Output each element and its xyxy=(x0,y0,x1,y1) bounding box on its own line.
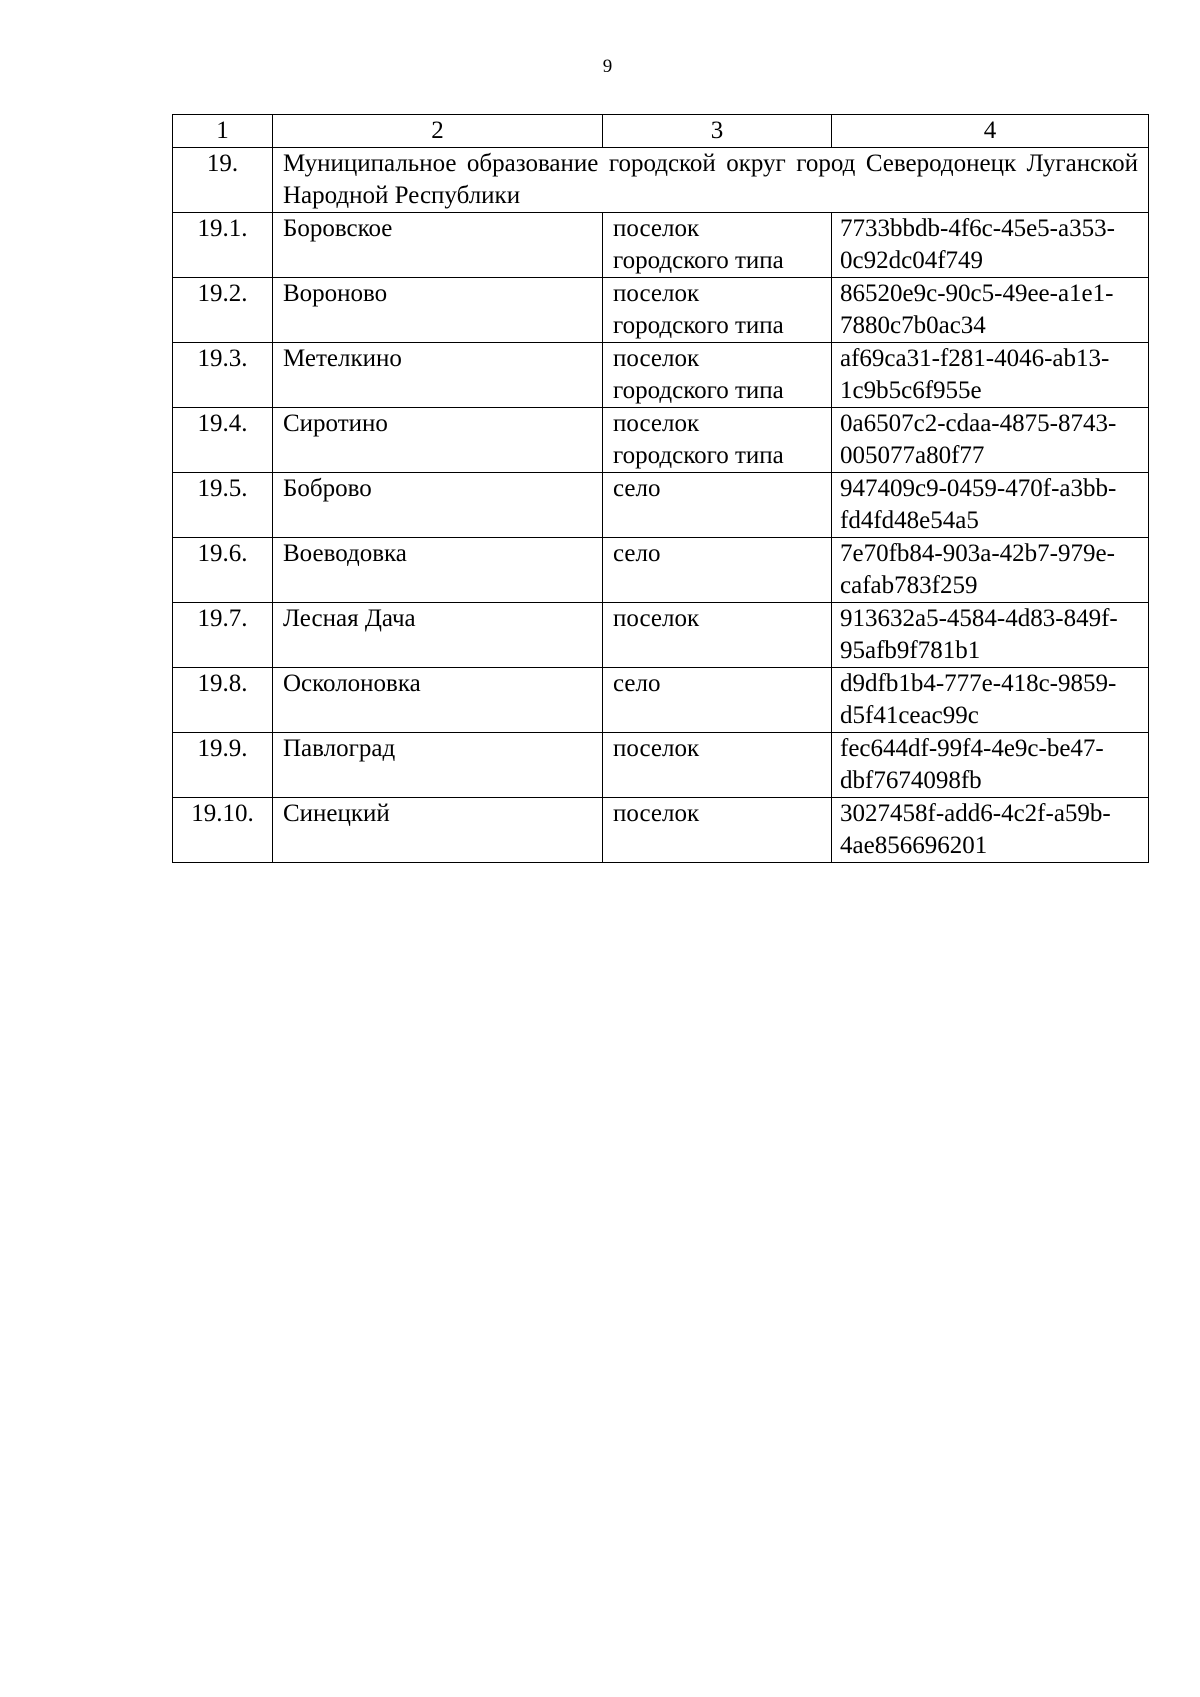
page-number: 9 xyxy=(602,56,613,77)
settlement-id: 0a6507c2-cdaa-4875-8743-005077a80f77 xyxy=(832,408,1149,473)
settlement-type: поселок xyxy=(603,733,832,798)
row-number: 19.7. xyxy=(173,603,273,668)
table-row xyxy=(173,213,1149,278)
settlement-name: Павлоград xyxy=(273,733,603,798)
settlement-name: Боровское xyxy=(273,213,603,278)
row-number: 19.10. xyxy=(173,798,273,863)
row-number: 19.8. xyxy=(173,668,273,733)
table-header-row xyxy=(173,115,1149,148)
table-rows xyxy=(173,213,1149,863)
settlement-id: 7733bbdb-4f6c-45e5-a353-0c92dc04f749 xyxy=(832,213,1149,278)
settlement-id: 3027458f-add6-4c2f-a59b-4ae856696201 xyxy=(832,798,1149,863)
table-row xyxy=(173,668,1149,733)
table-row xyxy=(173,343,1149,408)
table-row xyxy=(173,733,1149,798)
settlement-id: 86520e9c-90c5-49ee-a1e1-7880c7b0ac34 xyxy=(832,278,1149,343)
settlement-id: af69ca31-f281-4046-ab13-1c9b5c6f955e xyxy=(832,343,1149,408)
group-row xyxy=(173,148,1149,213)
settlement-type: село xyxy=(603,668,832,733)
settlement-name: Лесная Дача xyxy=(273,603,603,668)
row-number: 19.2. xyxy=(173,278,273,343)
group-title: Муниципальное образование городской округ город Северодонецк Луганской Народной Республики xyxy=(273,148,1149,213)
settlement-type: село xyxy=(603,473,832,538)
settlements-table xyxy=(172,114,1149,863)
row-number: 19.6. xyxy=(173,538,273,603)
settlement-id: fec644df-99f4-4e9c-be47-dbf7674098fb xyxy=(832,733,1149,798)
settlement-name: Осколоновка xyxy=(273,668,603,733)
row-number: 19.3. xyxy=(173,343,273,408)
column-header-3: 3 xyxy=(603,115,832,148)
group-number: 19. xyxy=(173,148,273,213)
settlement-id: 947409c9-0459-470f-a3bb-fd4fd48e54a5 xyxy=(832,473,1149,538)
settlement-type: поселок городского типа xyxy=(603,278,832,343)
settlement-name: Воеводовка xyxy=(273,538,603,603)
settlement-name: Сиротино xyxy=(273,408,603,473)
table-row xyxy=(173,538,1149,603)
settlement-type: поселок городского типа xyxy=(603,213,832,278)
settlement-type: поселок xyxy=(603,603,832,668)
settlement-id: d9dfb1b4-777e-418c-9859-d5f41ceac99c xyxy=(832,668,1149,733)
row-number: 19.9. xyxy=(173,733,273,798)
settlement-type: поселок городского типа xyxy=(603,343,832,408)
settlement-type: поселок городского типа xyxy=(603,408,832,473)
column-header-1: 1 xyxy=(173,115,273,148)
column-header-4: 4 xyxy=(832,115,1149,148)
settlement-name: Синецкий xyxy=(273,798,603,863)
row-number: 19.5. xyxy=(173,473,273,538)
row-number: 19.4. xyxy=(173,408,273,473)
column-header-2: 2 xyxy=(273,115,603,148)
settlement-id: 913632a5-4584-4d83-849f-95afb9f781b1 xyxy=(832,603,1149,668)
table-row xyxy=(173,603,1149,668)
table-row xyxy=(173,473,1149,538)
settlement-name: Вороново xyxy=(273,278,603,343)
table-row xyxy=(173,798,1149,863)
settlement-name: Боброво xyxy=(273,473,603,538)
settlement-type: поселок xyxy=(603,798,832,863)
settlement-name: Метелкино xyxy=(273,343,603,408)
table-row xyxy=(173,408,1149,473)
settlement-type: село xyxy=(603,538,832,603)
settlement-id: 7e70fb84-903a-42b7-979e-cafab783f259 xyxy=(832,538,1149,603)
row-number: 19.1. xyxy=(173,213,273,278)
table-row xyxy=(173,278,1149,343)
